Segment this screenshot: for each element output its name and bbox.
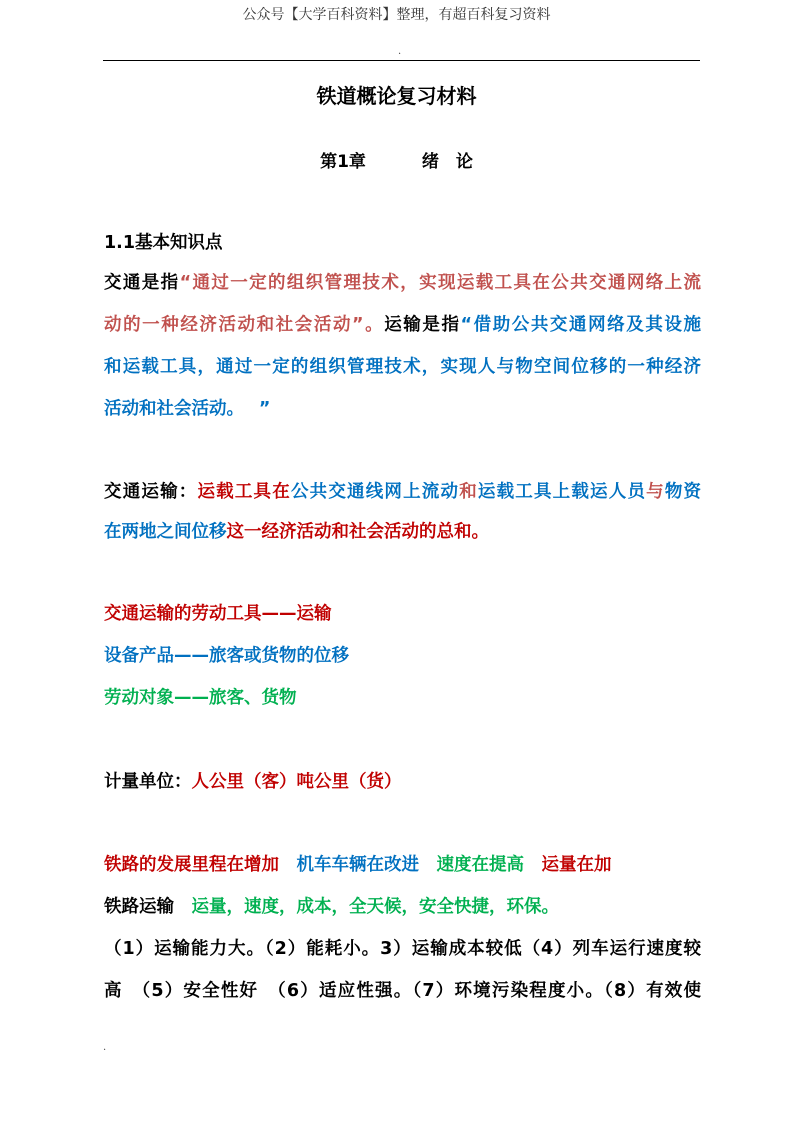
text-line	[104, 271, 701, 295]
text-segment: 交通是指	[104, 273, 180, 293]
text-segment: 运输是指	[384, 315, 461, 335]
text-segment: 动的一种经济活动和社会活动”。	[104, 315, 385, 335]
text-line	[104, 644, 701, 668]
text-segment: 公共交通线网上流动	[290, 482, 460, 502]
text-line	[104, 313, 701, 337]
text-segment: 铁路运输	[104, 897, 192, 917]
text-segment: 交通运输：	[104, 482, 198, 502]
footer-dot: .	[103, 1042, 107, 1053]
text-line	[104, 397, 701, 421]
text-line	[104, 686, 701, 710]
text-segment: 物资	[664, 482, 702, 502]
text-segment: 和	[459, 482, 478, 502]
text-segment: 高 （5）安全性好 （6）适应性强。（7）环境污染程度小。（8）有效使	[104, 981, 701, 1001]
text-segment: 运量，速度，成本，全天候，安全快捷，环保。	[191, 897, 559, 917]
text-segment: 运载工具在	[197, 482, 291, 502]
text-segment: 运量在加	[541, 855, 612, 875]
chapter-name: 绪 论	[421, 152, 473, 172]
text-segment: “通过一定的组织管理技术，实现运载工具在公共交通网络上流	[179, 273, 702, 293]
text-segment: 运载工具上载运人员	[477, 482, 647, 502]
document-title: 铁道概论复习材料	[316, 84, 477, 108]
chapter-heading	[0, 147, 793, 172]
text-segment: 活动和社会活动。 ”	[104, 399, 271, 419]
text-line	[104, 770, 701, 794]
text-line	[104, 480, 701, 504]
text-segment: 1.1基本知识点	[104, 233, 223, 253]
text-segment: 铁路的发展里程在增加	[104, 855, 297, 875]
text-line	[104, 895, 701, 919]
text-segment: 这一经济活动和社会活动的总和。	[226, 522, 489, 542]
page-header: 公众号【大学百科资料】整理，有超百科复习资料	[242, 7, 551, 23]
text-line	[104, 520, 701, 544]
text-line	[104, 602, 701, 626]
text-line	[104, 231, 701, 255]
header-rule	[103, 60, 700, 61]
text-segment: 速度在提高	[436, 855, 542, 875]
text-segment: 在两地之间位移	[104, 522, 227, 542]
text-line	[104, 355, 701, 379]
header-dot: .	[398, 46, 402, 57]
text-segment: 人公里（客）吨公里（货）	[191, 772, 402, 792]
text-segment: 机车车辆在改进	[296, 855, 437, 875]
text-segment: 交通运输的劳动工具——运输	[104, 604, 332, 624]
text-line	[104, 937, 701, 961]
text-segment: 劳动对象——旅客、货物	[104, 688, 297, 708]
text-segment: （1）运输能力大。（2）能耗小。3）运输成本较低（4）列车运行速度较	[104, 939, 701, 959]
text-line	[104, 979, 701, 1003]
text-segment: 设备产品——旅客或货物的位移	[104, 646, 349, 666]
text-segment: 计量单位：	[104, 772, 192, 792]
chapter-number: 第1章	[320, 152, 366, 172]
text-line	[104, 853, 701, 877]
text-segment: “借助公共交通网络及其设施	[460, 315, 701, 335]
text-segment: 与	[646, 482, 665, 502]
text-segment: 和运载工具，通过一定的组织管理技术，实现人与物空间位移的一种经济	[104, 357, 701, 377]
